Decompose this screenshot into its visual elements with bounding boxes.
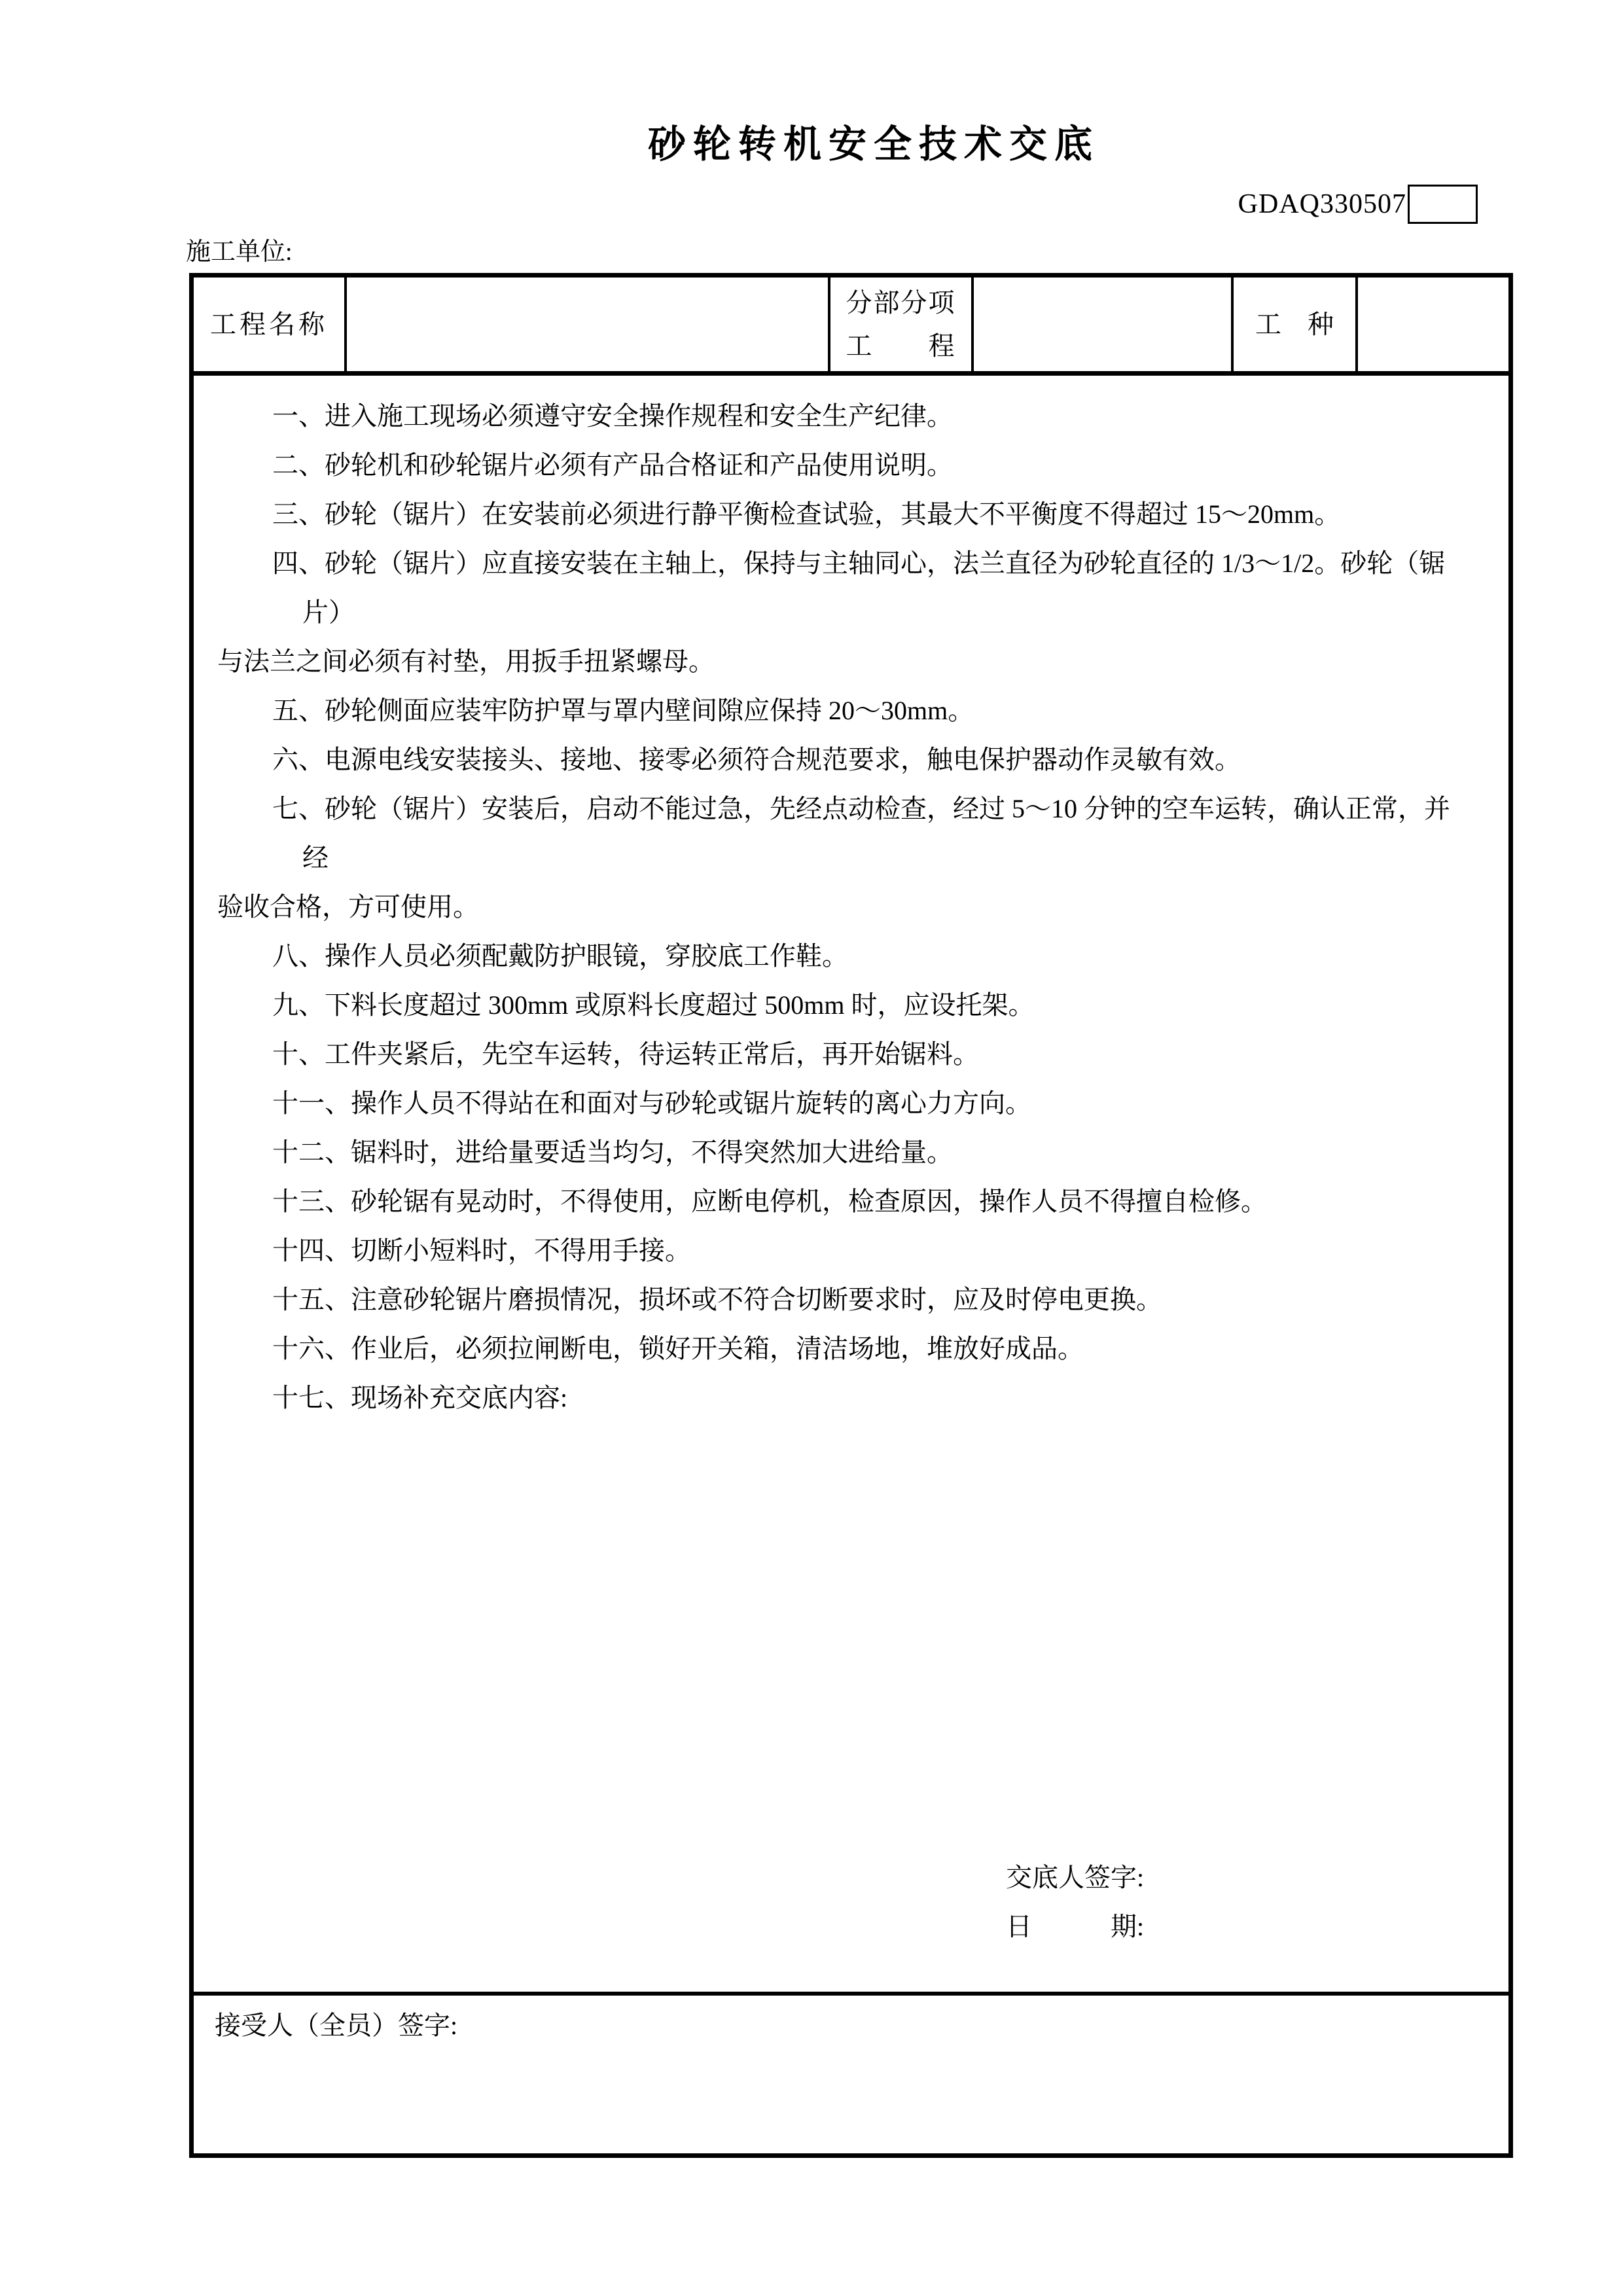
- safety-item-line: 四、砂轮（锯片）应直接安装在主轴上，保持与主轴同心，法兰直径为砂轮直径的 1/3～1/2。砂轮（锯: [272, 548, 1446, 578]
- safety-item-line: 七、砂轮（锯片）安装后，启动不能过急，先经点动检查，经过 5～10 分钟的空车运转，确认正常，并: [272, 794, 1450, 823]
- safety-items-cell: [194, 376, 1508, 1996]
- safety-item-line: 一、进入施工现场必须遵守安全操作规程和安全生产纪律。: [272, 401, 953, 431]
- safety-item-line: 二、砂轮机和砂轮锯片必须有产品合格证和产品使用说明。: [272, 450, 953, 480]
- safety-item-line: 十三、砂轮锯有晃动时，不得使用，应断电停机，检查原因，操作人员不得擅自检修。: [272, 1187, 1267, 1216]
- safety-item-line: 十、工件夹紧后，先空车运转，待运转正常后，再开始锯料。: [272, 1039, 979, 1069]
- safety-item-line: 十四、切断小短料时，不得用手接。: [272, 1236, 691, 1265]
- safety-item-line: 片）: [302, 598, 355, 627]
- date-line[interactable]: 日 期:: [1006, 1912, 1145, 1941]
- safety-item-line: 经: [302, 843, 329, 872]
- safety-item-line: 九、下料长度超过 300mm 或原料长度超过 500mm 时，应设托架。: [272, 990, 1035, 1020]
- project-name-value-cell[interactable]: [347, 278, 830, 371]
- receiver-signature-label: 接受人（全员）签字:: [215, 2011, 458, 2040]
- project-name-label-cell: [194, 278, 347, 371]
- project-name-label: 工程名称: [210, 309, 328, 339]
- safety-item-line: 十六、作业后，必须拉闸断电，锁好开关箱，清洁场地，堆放好成品。: [272, 1334, 1084, 1363]
- safety-item-line: 十一、操作人员不得站在和面对与砂轮或锯片旋转的离心力方向。: [272, 1088, 1031, 1118]
- safety-item-line: 验收合格，方可使用。: [217, 892, 479, 922]
- table-header-row: [194, 278, 1508, 376]
- safety-item-line: 与法兰之间必须有衬垫，用扳手扭紧螺母。: [217, 647, 715, 676]
- form-code-box[interactable]: [1408, 185, 1478, 224]
- safety-item-line: 五、砂轮侧面应装牢防护罩与罩内壁间隙应保持 20～30mm。: [272, 696, 974, 725]
- work-type-label-cell: [1234, 278, 1358, 371]
- page-title: 砂轮转机安全技术交底: [647, 123, 1099, 166]
- sub-project-label-cell: [830, 278, 974, 371]
- form-code-row: [0, 185, 1478, 224]
- safety-item-line: 十五、注意砂轮锯片磨损情况，损坏或不符合切断要求时，应及时停电更换。: [272, 1285, 1162, 1314]
- briefer-signature-line[interactable]: 交底人签字:: [1006, 1863, 1145, 1892]
- sub-project-value-cell[interactable]: [974, 278, 1234, 371]
- sub-project-label-line2: 工 程: [846, 331, 956, 361]
- safety-item-line: 三、砂轮（锯片）在安装前必须进行静平衡检查试验，其最大不平衡度不得超过 15～20mm。: [272, 499, 1341, 529]
- safety-item-line: 十七、现场补充交底内容:: [272, 1383, 568, 1412]
- sub-project-label-line1: 分部分项: [846, 287, 956, 317]
- safety-item-line: 六、电源电线安装接头、接地、接零必须符合规范要求，触电保护器动作灵敏有效。: [272, 745, 1241, 774]
- safety-items: [217, 391, 1490, 1422]
- form-table: [189, 273, 1513, 2158]
- work-type-label: 工 种: [1255, 309, 1334, 339]
- construction-unit-label: 施工单位:: [186, 238, 293, 266]
- safety-item-line: 十二、锯料时，进给量要适当均匀，不得突然加大进给量。: [272, 1138, 953, 1167]
- receiver-signature-cell[interactable]: [194, 1996, 1508, 2153]
- work-type-value-cell[interactable]: [1358, 278, 1508, 371]
- form-code: GDAQ330507: [1238, 189, 1406, 219]
- safety-item-line: 八、操作人员必须配戴防护眼镜，穿胶底工作鞋。: [272, 941, 848, 971]
